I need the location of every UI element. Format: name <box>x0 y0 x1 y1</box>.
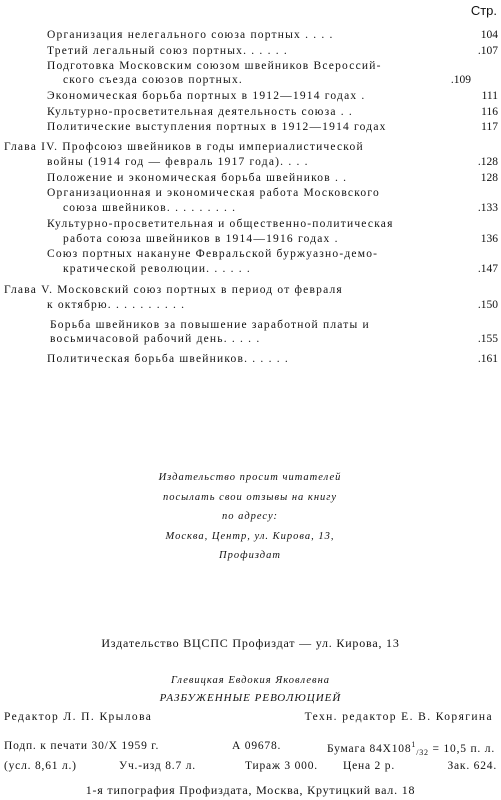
toc-entry-13-line-1: Борьба швейников за повышение заработной платы и <box>50 319 370 331</box>
author-name: Глевицкая Евдокия Яковлевна <box>170 675 331 686</box>
page-label: Стр. <box>470 3 497 18</box>
toc-entry-13-line-2: восьмичасовой рабочий день. . . . . <box>50 333 261 345</box>
signed-to-print: Подп. к печати 30/X 1959 г. <box>4 740 160 752</box>
publisher-note-line-5: Профиздат <box>219 550 281 561</box>
toc-entry-2-line-1: Третий легальный союз портных. . . . . . <box>47 45 288 57</box>
toc-entry-9-line-2: союза швейников. . . . . . . . . <box>63 202 237 214</box>
publication-code: А 09678. <box>232 740 282 752</box>
toc-entry-3-page: .109 <box>450 74 471 86</box>
toc-chapter-5-page: .150 <box>477 299 498 311</box>
publisher-line: Издательство ВЦСПС Профиздат — ул. Кирова, 13 <box>101 636 400 650</box>
publishing-sheets: Уч.-изд 8.7 л. <box>119 760 196 772</box>
toc-entry-13-page: .155 <box>477 333 498 345</box>
publisher-note-line-4: Москва, Центр, ул. Кирова, 13, <box>165 531 335 542</box>
toc-chapter-4-line-2: войны (1914 год — февраль 1917 года). . . . <box>47 156 309 168</box>
editor-line: Редактор Л. П. Крылова <box>4 711 153 723</box>
paper-format-sup: 1 <box>411 740 417 749</box>
toc-entry-5-line-1: Культурно-просветительная деятельность союза . . <box>47 106 353 118</box>
toc-chapter-4-line-1: Глава IV. Профсоюз швейников в годы империалистической <box>4 141 364 153</box>
paper-format <box>327 740 495 757</box>
paper-format-prefix: Бумага 84X108 <box>327 742 412 755</box>
typography-line: 1-я типография Профиздата, Москва, Крутицкий вал. 18 <box>85 783 416 797</box>
toc-entry-14-page: .161 <box>477 353 498 365</box>
toc-chapter-5-line-1: Глава V. Московский союз портных в период от февраля <box>4 284 343 296</box>
print-run: Тираж 3 000. <box>245 760 318 772</box>
toc-entry-10-page: 136 <box>480 233 498 245</box>
book-title: РАЗБУЖЕННЫЕ РЕВОЛЮЦИЕЙ <box>159 692 342 704</box>
conventional-sheets: (усл. 8,61 л.) <box>4 760 77 772</box>
order-number: Зак. 624. <box>447 760 497 772</box>
paper-format-sub: /32 <box>416 748 429 758</box>
toc-entry-8-line-1: Положение и экономическая борьба швейников . . <box>47 172 348 184</box>
toc-entry-9-line-1: Организационная и экономическая работа Московского <box>47 187 380 199</box>
price: Цена 2 р. <box>343 760 395 772</box>
toc-entry-11-line-1: Союз портных накануне Февральской буржуазно-демо- <box>47 248 379 260</box>
toc-entry-14-line-1: Политическая борьба швейников. . . . . . <box>47 353 289 365</box>
toc-entry-8-page: 128 <box>480 172 498 184</box>
publisher-note-line-3: по адресу: <box>221 511 279 522</box>
toc-entry-11-line-2: кратической революции. . . . . . <box>63 263 252 275</box>
toc-entry-2-page: .107 <box>477 45 498 57</box>
toc-entry-3-line-2: ского съезда союзов портных. <box>63 74 243 86</box>
toc-entry-10-line-2: работа союза швейников в 1914—1916 годах . <box>63 233 339 245</box>
toc-entry-6-line-1: Политические выступления портных в 1912—1914 годах <box>47 121 387 133</box>
publisher-note-line-1: Издательство просит читателей <box>158 472 342 483</box>
toc-entry-5-page: 116 <box>481 106 498 118</box>
toc-entry-9-page: .133 <box>477 202 498 214</box>
toc-entry-3-line-1: Подготовка Московским союзом швейников Всероссий- <box>47 60 382 72</box>
toc-entry-1-line-1: Организация нелегального союза портных . . . . <box>47 29 334 41</box>
toc-chapter-5-line-2: к октябрю. . . . . . . . . . <box>47 299 186 311</box>
publisher-note-line-2: посылать свои отзывы на книгу <box>162 492 338 503</box>
toc-entry-6-page: 117 <box>481 121 498 133</box>
toc-entry-4-line-1: Экономическая борьба портных в 1912—1914 годах . <box>47 90 366 102</box>
toc-entry-1-page: 104 <box>480 29 498 41</box>
toc-entry-11-page: .147 <box>477 263 498 275</box>
toc-chapter-4-page: .128 <box>477 156 498 168</box>
paper-format-suffix: = 10,5 п. л. <box>428 742 495 755</box>
toc-entry-10-line-1: Культурно-просветительная и общественно-политическая <box>47 218 394 230</box>
tech-editor-line: Техн. редактор Е. В. Корягина <box>304 711 493 723</box>
toc-entry-4-page: 111 <box>481 90 498 102</box>
